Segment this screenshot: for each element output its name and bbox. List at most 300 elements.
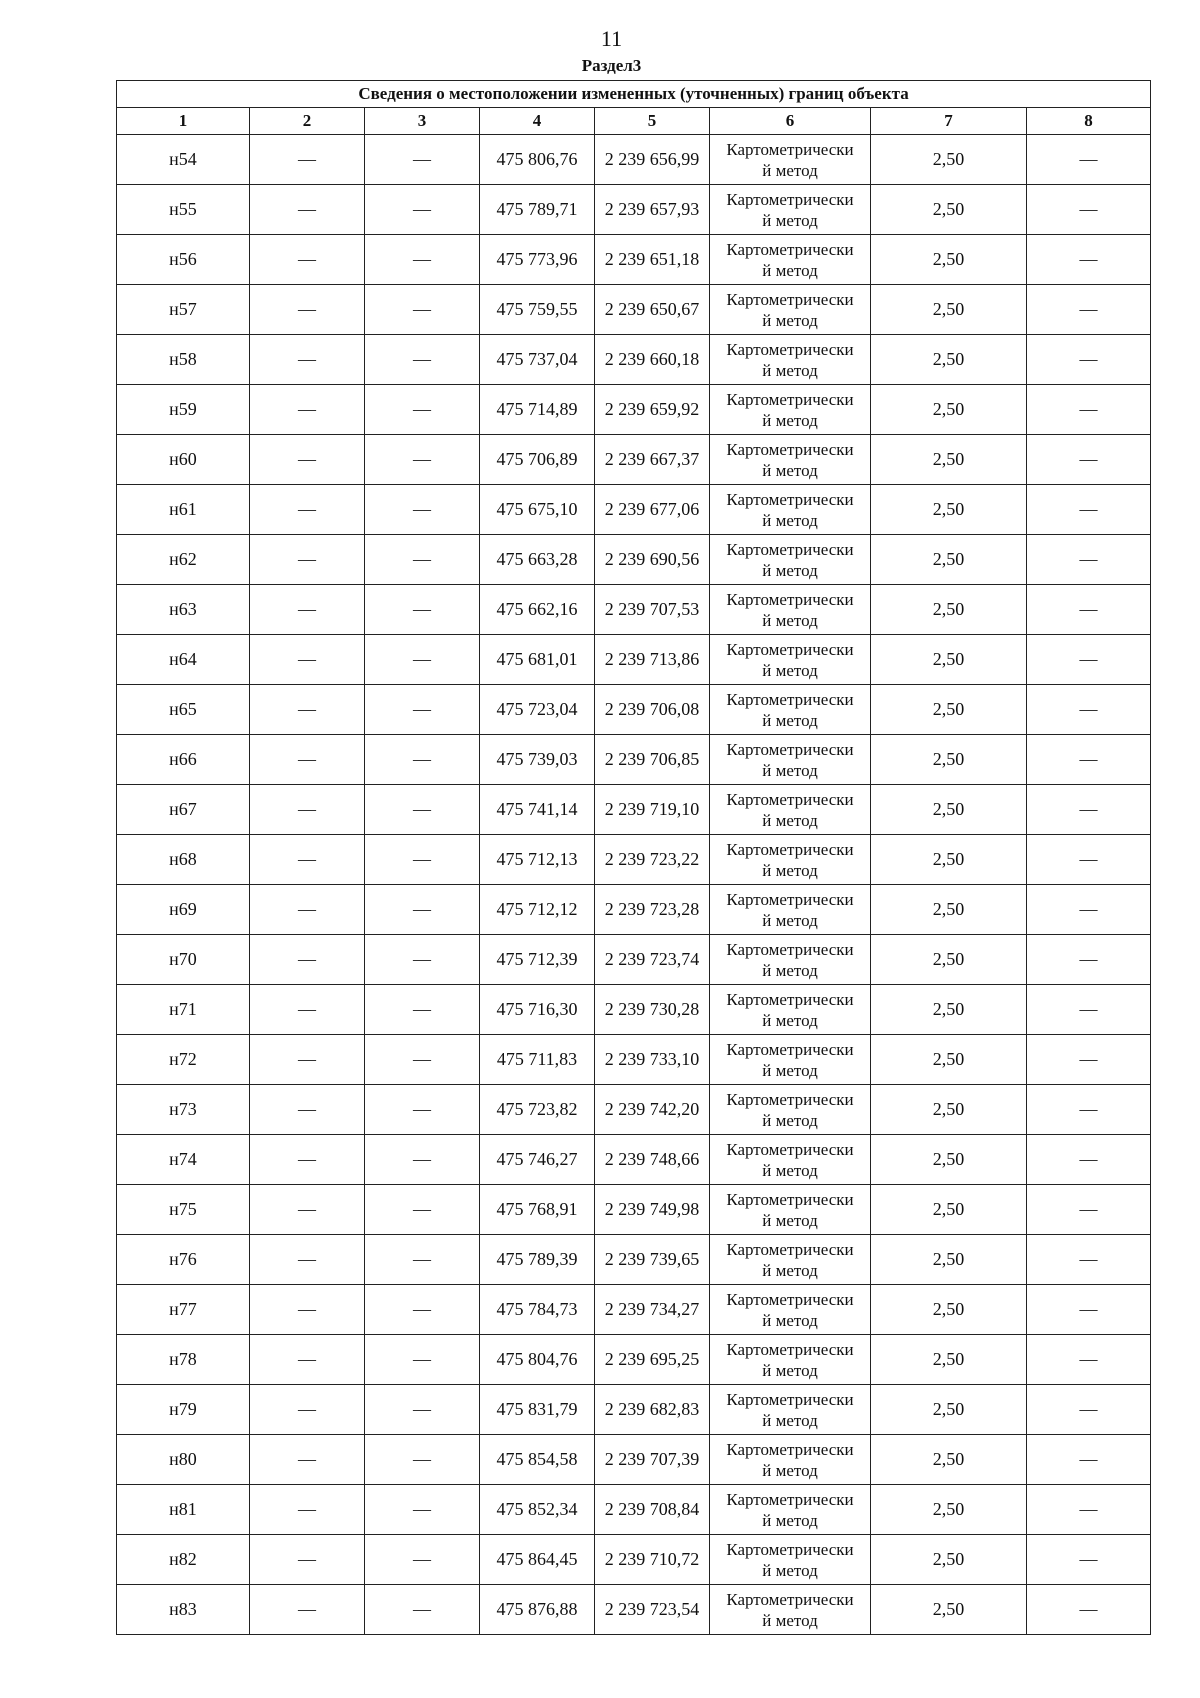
accuracy-cell: 2,50: [871, 585, 1027, 635]
y-coordinate-cell: 2 239 719,10: [595, 785, 710, 835]
accuracy-cell: 2,50: [871, 1235, 1027, 1285]
method-cell: [710, 885, 871, 935]
method-cell: [710, 535, 871, 585]
column-8-cell: —: [1027, 1035, 1151, 1085]
x-coordinate-cell: 475 806,76: [480, 135, 595, 185]
y-coordinate-cell: 2 239 748,66: [595, 1135, 710, 1185]
column-2-cell: —: [250, 685, 365, 735]
point-number-cell: н73: [117, 1085, 250, 1135]
y-coordinate-cell: 2 239 707,39: [595, 1435, 710, 1485]
table-row: [117, 135, 1151, 185]
method-cell: [710, 435, 871, 485]
table-row: [117, 435, 1151, 485]
method-cell: [710, 1135, 871, 1185]
x-coordinate-cell: 475 741,14: [480, 785, 595, 835]
y-coordinate-cell: 2 239 739,65: [595, 1235, 710, 1285]
table-caption-row: [117, 81, 1151, 108]
column-2-cell: —: [250, 285, 365, 335]
point-number-cell: н80: [117, 1435, 250, 1485]
y-coordinate-cell: 2 239 667,37: [595, 435, 710, 485]
column-8-cell: —: [1027, 1585, 1151, 1635]
column-3-cell: —: [365, 985, 480, 1035]
column-2-cell: —: [250, 1585, 365, 1635]
boundary-points-table: [116, 80, 1151, 1635]
section-title: Раздел3: [581, 56, 642, 75]
column-8-cell: —: [1027, 235, 1151, 285]
method-line-1: Картометрически: [726, 1339, 854, 1359]
y-coordinate-cell: 2 239 651,18: [595, 235, 710, 285]
column-3-cell: —: [365, 135, 480, 185]
column-2-cell: —: [250, 1385, 365, 1435]
accuracy-cell: 2,50: [871, 935, 1027, 985]
column-3-cell: —: [365, 1335, 480, 1385]
column-8-cell: —: [1027, 835, 1151, 885]
method-line-1: Картометрически: [726, 889, 854, 909]
x-coordinate-cell: 475 706,89: [480, 435, 595, 485]
column-3-cell: —: [365, 685, 480, 735]
method-line-1: Картометрически: [726, 1589, 854, 1609]
method-line-2: й метод: [762, 1460, 818, 1480]
y-coordinate-cell: 2 239 706,08: [595, 685, 710, 735]
column-8-cell: —: [1027, 1335, 1151, 1385]
column-8-cell: —: [1027, 635, 1151, 685]
column-2-cell: —: [250, 885, 365, 935]
point-number-cell: н71: [117, 985, 250, 1035]
method-line-2: й метод: [762, 210, 818, 230]
table-row: [117, 385, 1151, 435]
method-line-2: й метод: [762, 960, 818, 980]
column-3-cell: —: [365, 435, 480, 485]
method-line-1: Картометрически: [726, 1239, 854, 1259]
column-3-cell: —: [365, 535, 480, 585]
column-3-cell: —: [365, 935, 480, 985]
method-line-2: й метод: [762, 1210, 818, 1230]
table-row: [117, 1235, 1151, 1285]
column-2-cell: —: [250, 1135, 365, 1185]
column-3-cell: —: [365, 1185, 480, 1235]
column-3-cell: —: [365, 1235, 480, 1285]
x-coordinate-cell: 475 712,13: [480, 835, 595, 885]
y-coordinate-cell: 2 239 733,10: [595, 1035, 710, 1085]
method-cell: [710, 135, 871, 185]
column-8-cell: —: [1027, 135, 1151, 185]
method-line-2: й метод: [762, 360, 818, 380]
y-coordinate-cell: 2 239 650,67: [595, 285, 710, 335]
column-2-cell: —: [250, 785, 365, 835]
y-coordinate-cell: 2 239 723,54: [595, 1585, 710, 1635]
x-coordinate-cell: 475 723,82: [480, 1085, 595, 1135]
method-line-2: й метод: [762, 160, 818, 180]
method-line-1: Картометрически: [726, 989, 854, 1009]
table-row: [117, 835, 1151, 885]
column-2-cell: —: [250, 585, 365, 635]
accuracy-cell: 2,50: [871, 1385, 1027, 1435]
method-line-1: Картометрически: [726, 539, 854, 559]
accuracy-cell: 2,50: [871, 885, 1027, 935]
accuracy-cell: 2,50: [871, 1085, 1027, 1135]
y-coordinate-cell: 2 239 710,72: [595, 1535, 710, 1585]
method-line-2: й метод: [762, 1560, 818, 1580]
accuracy-cell: 2,50: [871, 385, 1027, 435]
accuracy-cell: 2,50: [871, 135, 1027, 185]
method-cell: [710, 685, 871, 735]
table-row: [117, 685, 1151, 735]
method-line-2: й метод: [762, 1010, 818, 1030]
column-8-cell: —: [1027, 1535, 1151, 1585]
point-number-cell: н56: [117, 235, 250, 285]
column-8-cell: —: [1027, 1085, 1151, 1135]
accuracy-cell: 2,50: [871, 1135, 1027, 1185]
method-cell: [710, 335, 871, 385]
method-line-2: й метод: [762, 460, 818, 480]
table-row: [117, 185, 1151, 235]
column-3-cell: —: [365, 1435, 480, 1485]
accuracy-cell: 2,50: [871, 1485, 1027, 1535]
column-8-cell: —: [1027, 485, 1151, 535]
method-line-1: Картометрически: [726, 239, 854, 259]
method-line-1: Картометрически: [726, 439, 854, 459]
table-row: [117, 335, 1151, 385]
method-line-1: Картометрически: [726, 389, 854, 409]
method-line-1: Картометрически: [726, 1539, 854, 1559]
column-2-cell: —: [250, 985, 365, 1035]
column-number: 3: [365, 108, 480, 135]
column-2-cell: —: [250, 235, 365, 285]
method-line-2: й метод: [762, 1060, 818, 1080]
x-coordinate-cell: 475 737,04: [480, 335, 595, 385]
y-coordinate-cell: 2 239 656,99: [595, 135, 710, 185]
method-line-2: й метод: [762, 260, 818, 280]
y-coordinate-cell: 2 239 742,20: [595, 1085, 710, 1135]
table-row: [117, 985, 1151, 1035]
x-coordinate-cell: 475 852,34: [480, 1485, 595, 1535]
x-coordinate-cell: 475 746,27: [480, 1135, 595, 1185]
accuracy-cell: 2,50: [871, 235, 1027, 285]
x-coordinate-cell: 475 675,10: [480, 485, 595, 535]
point-number-cell: н69: [117, 885, 250, 935]
column-2-cell: —: [250, 435, 365, 485]
table-row: [117, 885, 1151, 935]
table-row: [117, 1535, 1151, 1585]
point-number-cell: н59: [117, 385, 250, 435]
accuracy-cell: 2,50: [871, 1035, 1027, 1085]
method-line-1: Картометрически: [726, 1289, 854, 1309]
x-coordinate-cell: 475 864,45: [480, 1535, 595, 1585]
column-3-cell: —: [365, 1135, 480, 1185]
y-coordinate-cell: 2 239 723,28: [595, 885, 710, 935]
point-number-cell: н78: [117, 1335, 250, 1385]
x-coordinate-cell: 475 768,91: [480, 1185, 595, 1235]
table-row: [117, 535, 1151, 585]
method-line-1: Картометрически: [726, 1089, 854, 1109]
method-line-1: Картометрически: [726, 189, 854, 209]
x-coordinate-cell: 475 789,71: [480, 185, 595, 235]
x-coordinate-cell: 475 716,30: [480, 985, 595, 1035]
accuracy-cell: 2,50: [871, 985, 1027, 1035]
column-2-cell: —: [250, 1085, 365, 1135]
column-2-cell: —: [250, 535, 365, 585]
method-line-2: й метод: [762, 560, 818, 580]
x-coordinate-cell: 475 712,12: [480, 885, 595, 935]
column-2-cell: —: [250, 935, 365, 985]
method-line-2: й метод: [762, 510, 818, 530]
column-2-cell: —: [250, 185, 365, 235]
table-row: [117, 235, 1151, 285]
column-number: 6: [710, 108, 871, 135]
point-number-cell: н62: [117, 535, 250, 585]
column-3-cell: —: [365, 585, 480, 635]
column-number: 1: [117, 108, 250, 135]
column-3-cell: —: [365, 635, 480, 685]
method-cell: [710, 185, 871, 235]
column-number: 4: [480, 108, 595, 135]
column-3-cell: —: [365, 835, 480, 885]
column-2-cell: —: [250, 1035, 365, 1085]
method-cell: [710, 285, 871, 335]
method-cell: [710, 1335, 871, 1385]
method-line-2: й метод: [762, 410, 818, 430]
column-8-cell: —: [1027, 585, 1151, 635]
method-cell: [710, 485, 871, 535]
method-line-2: й метод: [762, 1410, 818, 1430]
accuracy-cell: 2,50: [871, 1185, 1027, 1235]
column-number: 8: [1027, 108, 1151, 135]
column-3-cell: —: [365, 785, 480, 835]
method-line-1: Картометрически: [726, 839, 854, 859]
accuracy-cell: 2,50: [871, 185, 1027, 235]
column-2-cell: —: [250, 1435, 365, 1485]
point-number-cell: н55: [117, 185, 250, 235]
column-number: 2: [250, 108, 365, 135]
point-number-cell: н57: [117, 285, 250, 335]
y-coordinate-cell: 2 239 682,83: [595, 1385, 710, 1435]
accuracy-cell: 2,50: [871, 835, 1027, 885]
point-number-cell: н65: [117, 685, 250, 735]
column-8-cell: —: [1027, 435, 1151, 485]
method-line-1: Картометрически: [726, 289, 854, 309]
x-coordinate-cell: 475 662,16: [480, 585, 595, 635]
column-number: 5: [595, 108, 710, 135]
method-line-2: й метод: [762, 660, 818, 680]
table-row: [117, 1185, 1151, 1235]
method-cell: [710, 235, 871, 285]
table-row: [117, 585, 1151, 635]
accuracy-cell: 2,50: [871, 1435, 1027, 1485]
column-2-cell: —: [250, 1235, 365, 1285]
method-line-1: Картометрически: [726, 1189, 854, 1209]
point-number-cell: н68: [117, 835, 250, 885]
point-number-cell: н66: [117, 735, 250, 785]
column-3-cell: —: [365, 885, 480, 935]
page-number: 11: [600, 26, 623, 51]
table-row: [117, 1585, 1151, 1635]
method-line-2: й метод: [762, 1110, 818, 1130]
accuracy-cell: 2,50: [871, 485, 1027, 535]
column-8-cell: —: [1027, 535, 1151, 585]
y-coordinate-cell: 2 239 695,25: [595, 1335, 710, 1385]
point-number-cell: н54: [117, 135, 250, 185]
column-2-cell: —: [250, 385, 365, 435]
column-2-cell: —: [250, 135, 365, 185]
accuracy-cell: 2,50: [871, 285, 1027, 335]
accuracy-cell: 2,50: [871, 735, 1027, 785]
column-8-cell: —: [1027, 1185, 1151, 1235]
accuracy-cell: 2,50: [871, 435, 1027, 485]
method-line-2: й метод: [762, 1360, 818, 1380]
column-8-cell: —: [1027, 1235, 1151, 1285]
point-number-cell: н63: [117, 585, 250, 635]
point-number-cell: н60: [117, 435, 250, 485]
y-coordinate-cell: 2 239 657,93: [595, 185, 710, 235]
table-row: [117, 1335, 1151, 1385]
x-coordinate-cell: 475 831,79: [480, 1385, 595, 1435]
method-line-1: Картометрически: [726, 489, 854, 509]
column-8-cell: —: [1027, 985, 1151, 1035]
x-coordinate-cell: 475 804,76: [480, 1335, 595, 1385]
method-line-2: й метод: [762, 910, 818, 930]
column-8-cell: —: [1027, 1385, 1151, 1435]
column-3-cell: —: [365, 1285, 480, 1335]
method-line-1: Картометрически: [726, 1389, 854, 1409]
method-cell: [710, 1035, 871, 1085]
method-cell: [710, 1435, 871, 1485]
method-line-2: й метод: [762, 1260, 818, 1280]
table-row: [117, 1135, 1151, 1185]
method-line-2: й метод: [762, 710, 818, 730]
x-coordinate-cell: 475 876,88: [480, 1585, 595, 1635]
method-cell: [710, 635, 871, 685]
method-cell: [710, 585, 871, 635]
method-line-1: Картометрически: [726, 589, 854, 609]
y-coordinate-cell: 2 239 708,84: [595, 1485, 710, 1535]
method-line-1: Картометрически: [726, 639, 854, 659]
method-line-1: Картометрически: [726, 1489, 854, 1509]
column-8-cell: —: [1027, 1285, 1151, 1335]
column-2-cell: —: [250, 335, 365, 385]
x-coordinate-cell: 475 663,28: [480, 535, 595, 585]
method-line-2: й метод: [762, 1610, 818, 1630]
column-3-cell: —: [365, 285, 480, 335]
y-coordinate-cell: 2 239 690,56: [595, 535, 710, 585]
point-number-cell: н64: [117, 635, 250, 685]
accuracy-cell: 2,50: [871, 1585, 1027, 1635]
column-2-cell: —: [250, 735, 365, 785]
point-number-cell: н76: [117, 1235, 250, 1285]
column-2-cell: —: [250, 485, 365, 535]
column-8-cell: —: [1027, 935, 1151, 985]
method-cell: [710, 1485, 871, 1535]
method-cell: [710, 985, 871, 1035]
method-line-1: Картометрически: [726, 739, 854, 759]
x-coordinate-cell: 475 759,55: [480, 285, 595, 335]
column-3-cell: —: [365, 385, 480, 435]
table-row: [117, 485, 1151, 535]
method-line-2: й метод: [762, 1510, 818, 1530]
method-line-2: й метод: [762, 760, 818, 780]
column-8-cell: —: [1027, 1485, 1151, 1535]
table-row: [117, 1285, 1151, 1335]
y-coordinate-cell: 2 239 730,28: [595, 985, 710, 1035]
point-number-cell: н82: [117, 1535, 250, 1585]
column-3-cell: —: [365, 335, 480, 385]
column-8-cell: —: [1027, 785, 1151, 835]
table-row: [117, 1035, 1151, 1085]
point-number-cell: н81: [117, 1485, 250, 1535]
table-row: [117, 285, 1151, 335]
accuracy-cell: 2,50: [871, 1335, 1027, 1385]
method-line-1: Картометрически: [726, 689, 854, 709]
method-cell: [710, 935, 871, 985]
method-line-2: й метод: [762, 610, 818, 630]
y-coordinate-cell: 2 239 749,98: [595, 1185, 710, 1235]
table-row: [117, 735, 1151, 785]
accuracy-cell: 2,50: [871, 535, 1027, 585]
column-2-cell: —: [250, 1185, 365, 1235]
point-number-cell: н61: [117, 485, 250, 535]
method-line-1: Картометрически: [726, 939, 854, 959]
table-row: [117, 1085, 1151, 1135]
column-2-cell: —: [250, 1285, 365, 1335]
method-cell: [710, 1185, 871, 1235]
method-line-2: й метод: [762, 1310, 818, 1330]
column-2-cell: —: [250, 1485, 365, 1535]
y-coordinate-cell: 2 239 713,86: [595, 635, 710, 685]
method-line-1: Картометрически: [726, 789, 854, 809]
y-coordinate-cell: 2 239 677,06: [595, 485, 710, 535]
x-coordinate-cell: 475 784,73: [480, 1285, 595, 1335]
method-cell: [710, 1235, 871, 1285]
x-coordinate-cell: 475 854,58: [480, 1435, 595, 1485]
accuracy-cell: 2,50: [871, 335, 1027, 385]
point-number-cell: н74: [117, 1135, 250, 1185]
column-8-cell: —: [1027, 1135, 1151, 1185]
y-coordinate-cell: 2 239 659,92: [595, 385, 710, 435]
column-3-cell: —: [365, 1535, 480, 1585]
x-coordinate-cell: 475 789,39: [480, 1235, 595, 1285]
point-number-cell: н77: [117, 1285, 250, 1335]
method-cell: [710, 735, 871, 785]
method-line-1: Картометрически: [726, 139, 854, 159]
column-8-cell: —: [1027, 735, 1151, 785]
table-row: [117, 635, 1151, 685]
x-coordinate-cell: 475 739,03: [480, 735, 595, 785]
table-row: [117, 1435, 1151, 1485]
y-coordinate-cell: 2 239 734,27: [595, 1285, 710, 1335]
column-8-cell: —: [1027, 385, 1151, 435]
column-3-cell: —: [365, 1485, 480, 1535]
accuracy-cell: 2,50: [871, 1535, 1027, 1585]
method-line-2: й метод: [762, 310, 818, 330]
column-8-cell: —: [1027, 335, 1151, 385]
method-line-1: Картометрически: [726, 1439, 854, 1459]
column-8-cell: —: [1027, 285, 1151, 335]
column-2-cell: —: [250, 835, 365, 885]
column-3-cell: —: [365, 485, 480, 535]
x-coordinate-cell: 475 711,83: [480, 1035, 595, 1085]
x-coordinate-cell: 475 773,96: [480, 235, 595, 285]
method-line-1: Картометрически: [726, 339, 854, 359]
y-coordinate-cell: 2 239 723,74: [595, 935, 710, 985]
point-number-cell: н72: [117, 1035, 250, 1085]
x-coordinate-cell: 475 723,04: [480, 685, 595, 735]
table-row: [117, 935, 1151, 985]
point-number-cell: н75: [117, 1185, 250, 1235]
column-3-cell: —: [365, 1585, 480, 1635]
accuracy-cell: 2,50: [871, 785, 1027, 835]
x-coordinate-cell: 475 681,01: [480, 635, 595, 685]
table-row: [117, 1485, 1151, 1535]
method-cell: [710, 1285, 871, 1335]
